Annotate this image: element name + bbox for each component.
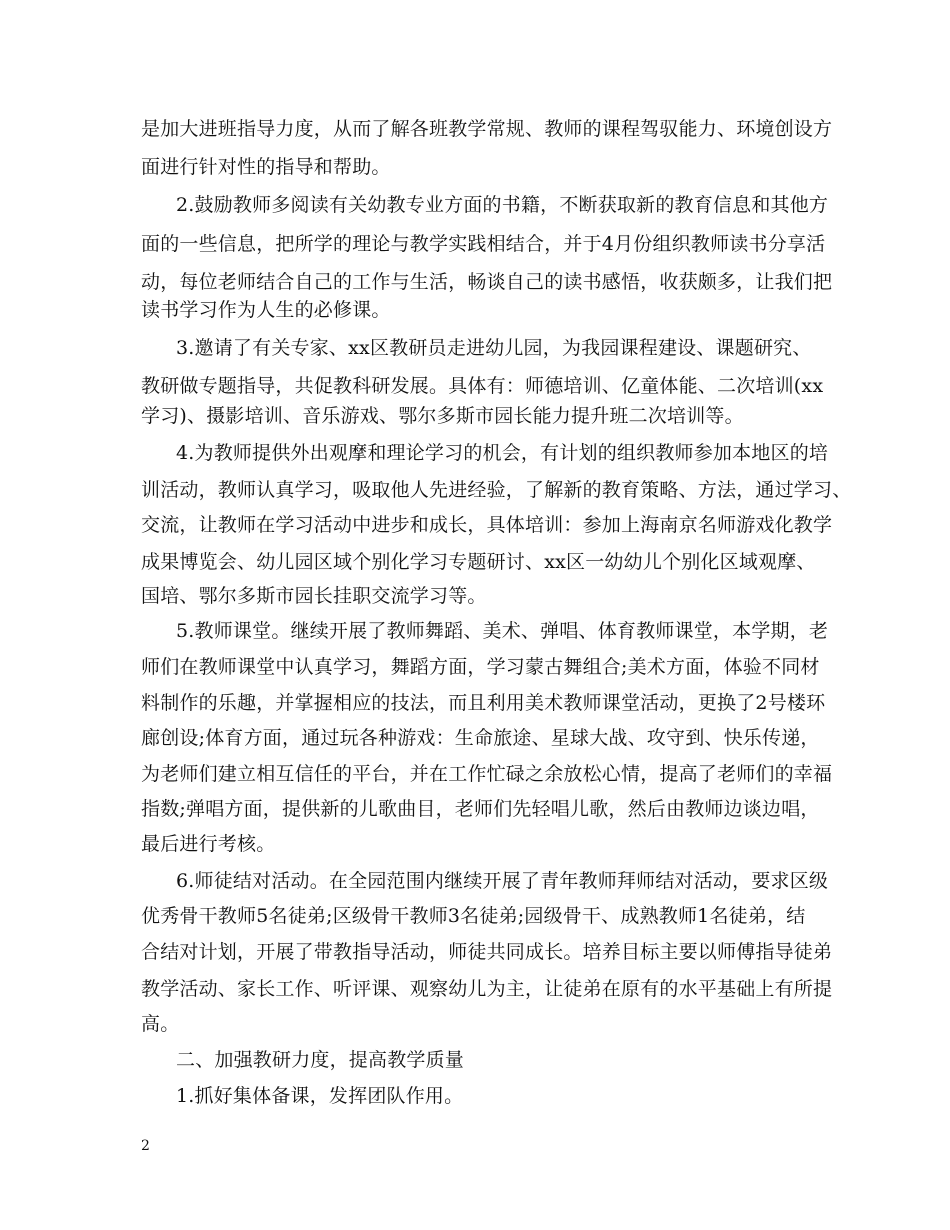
text-line: 5.教师课堂。继续开展了教师舞蹈、美术、弹唱、体育教师课堂，本学期，老 (176, 620, 829, 642)
text-line: 是加大进班指导力度，从而了解各班教学常规、教师的课程驾驭能力、环境创设方 (141, 118, 833, 140)
text-line: 师们在教师课堂中认真学习，舞蹈方面，学习蒙古舞组合;美术方面，体验不同材 (141, 656, 820, 678)
page-number: 2 (141, 1138, 150, 1154)
text-line: 最后进行考核。 (141, 833, 276, 855)
text-line: 6.师徒结对活动。在全园范围内继续开展了青年教师拜师结对活动，要求区级 (176, 870, 829, 892)
text-line: 2.鼓励教师多阅读有关幼教专业方面的书籍，不断获取新的教育信息和其他方 (176, 194, 829, 216)
text-line: 动，每位老师结合自己的工作与生活，畅谈自己的读书感悟，收获颇多，让我们把 (141, 271, 833, 293)
text-line: 面的一些信息，把所学的理论与教学实践相结合，并于4月份组织教师读书分享活 (141, 233, 826, 255)
section-heading: 二、加强教研力度，提高教学质量 (176, 1049, 465, 1071)
text-line: 学习)、摄影培训、音乐游戏、鄂尔多斯市园长能力提升班二次培训等。 (141, 405, 744, 427)
text-line: 教学活动、家长工作、听评课、观察幼儿为主，让徒弟在原有的水平基础上有所提 (141, 978, 833, 1000)
text-line: 高。 (141, 1013, 180, 1035)
text-line: 教研做专题指导，共促教科研发展。具体有：师德培训、亿童体能、二次培训(xx (141, 375, 824, 397)
text-line: 成果博览会、幼儿园区域个别化学习专题研讨、xx区一幼幼儿个别化区域观摩、 (141, 551, 816, 573)
text-line: 合结对计划，开展了带教指导活动，师徒共同成长。培养目标主要以师傅指导徒弟 (141, 941, 833, 963)
text-line: 3.邀请了有关专家、xx区教研员走进幼儿园，为我园课程建设、课题研究、 (176, 337, 812, 359)
text-line: 为老师们建立相互信任的平台，并在工作忙碌之余放松心情，提高了老师们的幸福 (141, 763, 833, 785)
text-line: 料制作的乐趣，并掌握相应的技法，而且利用美术教师课堂活动，更换了2号楼环 (141, 692, 826, 714)
text-line: 面进行针对性的指导和帮助。 (141, 156, 391, 178)
text-line: 1.抓好集体备课，发挥团队作用。 (176, 1085, 464, 1107)
text-line: 读书学习作为人生的必修课。 (141, 299, 391, 321)
text-line: 优秀骨干教师5名徒弟;区级骨干教师3名徒弟;园级骨干、成熟教师1名徒弟，结 (141, 905, 806, 927)
text-line: 廊创设;体育方面，通过玩各种游戏：生命旅途、星球大战、攻守到、快乐传递， (141, 727, 820, 749)
text-line: 国培、鄂尔多斯市园长挂职交流学习等。 (141, 585, 487, 607)
text-line: 交流，让教师在学习活动中进步和成长，具体培训：参加上海南京名师游戏化教学 (141, 514, 833, 536)
text-line: 指数;弹唱方面，提供新的儿歌曲目，老师们先轻唱儿歌，然后由教师边谈边唱， (141, 798, 820, 820)
text-line: 4.为教师提供外出观摩和理论学习的机会，有计划的组织教师参加本地区的培 (176, 442, 829, 464)
text-line: 训活动，教师认真学习，吸取他人先进经验，了解新的教育策略、方法，通过学习、 (141, 479, 852, 501)
